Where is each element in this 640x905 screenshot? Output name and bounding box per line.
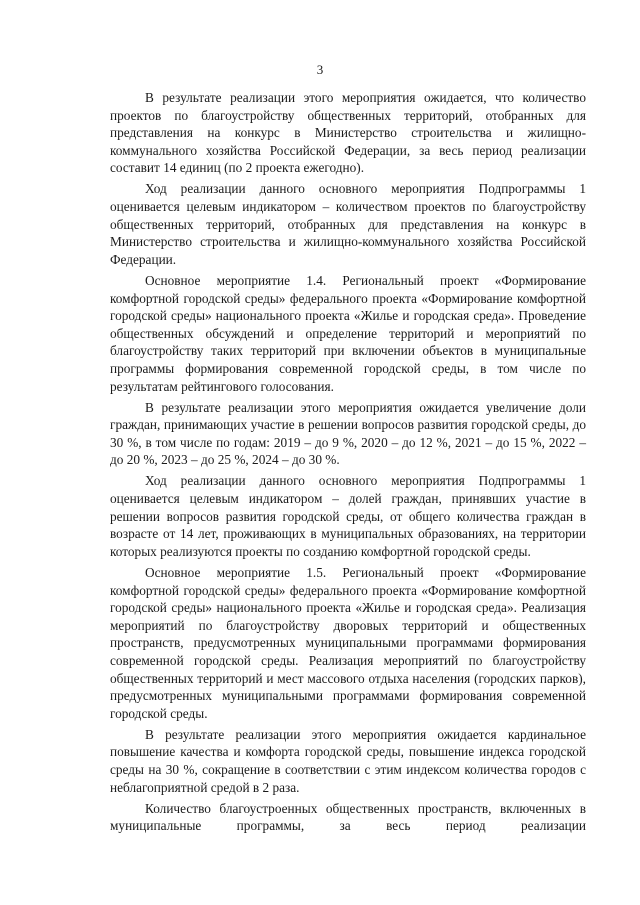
paragraph-measure-1-5: Основное мероприятие 1.5. Региональный проект «Формирование комфортной городской среды» федерального проекта «Формирование комфортной городской среды» национального проекта «Жилье и городская среда». Реализация мероприятий по благоустройству дворовых территорий и общественных пространств, предусмотренных муниципальными программами формирования современной городской среды. Реализация мероприятий по благоустройству общественных территорий и мест массового отдыха населения (городских парков), предусмотренных муниципальными программами формирования современной городской среды. — [110, 564, 586, 721]
paragraph-expected-urban-index: В результате реализации этого мероприятия ожидается кардинальное повышение качества и комфорта городской среды, повышение индекса городской среды на 30 %, сокращение в соответствии с этим индексом количества городов с неблагоприятной средой в 2 раза. — [110, 726, 586, 795]
paragraph-indicator-citizen-share: Ход реализации данного основного мероприятия Подпрограммы 1 оценивается целевым индикатором – долей граждан, принявших участие в решении вопросов развития городской среды, от общего количества граждан в возрасте от 14 лет, проживающих в муниципальных образованиях, на территории которых реализуются проекты по созданию комфортной городской среды. — [110, 473, 586, 559]
paragraph-public-spaces-count: Количество благоустроенных общественных пространств, включенных в муниципальные программы, за весь период реализации — [110, 800, 586, 834]
paragraph-indicator-projects: Ход реализации данного основного мероприятия Подпрограммы 1 оценивается целевым индикатором – количеством проектов по благоустройству общественных территорий, отобранных для представления на конкурс в Министерство строительства и жилищно-коммунального хозяйства Российской Федерации. — [110, 181, 586, 267]
paragraph-expected-citizen-share: В результате реализации этого мероприятия ожидается увеличение доли граждан, принимающих участие в решении вопросов развития городской среды, до 30 %, в том числе по годам: 2019 – до 9 %, 2020 – до 12 %, 2021 – до 15 %, 2022 – до 20 %, 2023 – до 25 %, 2024 – до 30 %. — [110, 399, 586, 468]
document-body — [110, 89, 586, 835]
page-number: 3 — [316, 62, 324, 77]
paragraph-measure-1-4: Основное мероприятие 1.4. Региональный проект «Формирование комфортной городской среды» федерального проекта «Формирование комфортной городской среды» национального проекта «Жилье и городская среда». Проведение общественных обсуждений и определение территорий и мероприятий по благоустройству таких территорий при включении объектов в муниципальные программы формирования современной городской среды, в том числе по результатам рейтингового голосования. — [110, 272, 586, 394]
paragraph-expected-projects-count: В результате реализации этого мероприятия ожидается, что количество проектов по благоустройству общественных территорий, отобранных для представления на конкурс в Министерство строительства и жилищно-коммунального хозяйства Российской Федерации, за весь период реализации составит 14 единиц (по 2 проекта ежегодно). — [110, 90, 586, 176]
